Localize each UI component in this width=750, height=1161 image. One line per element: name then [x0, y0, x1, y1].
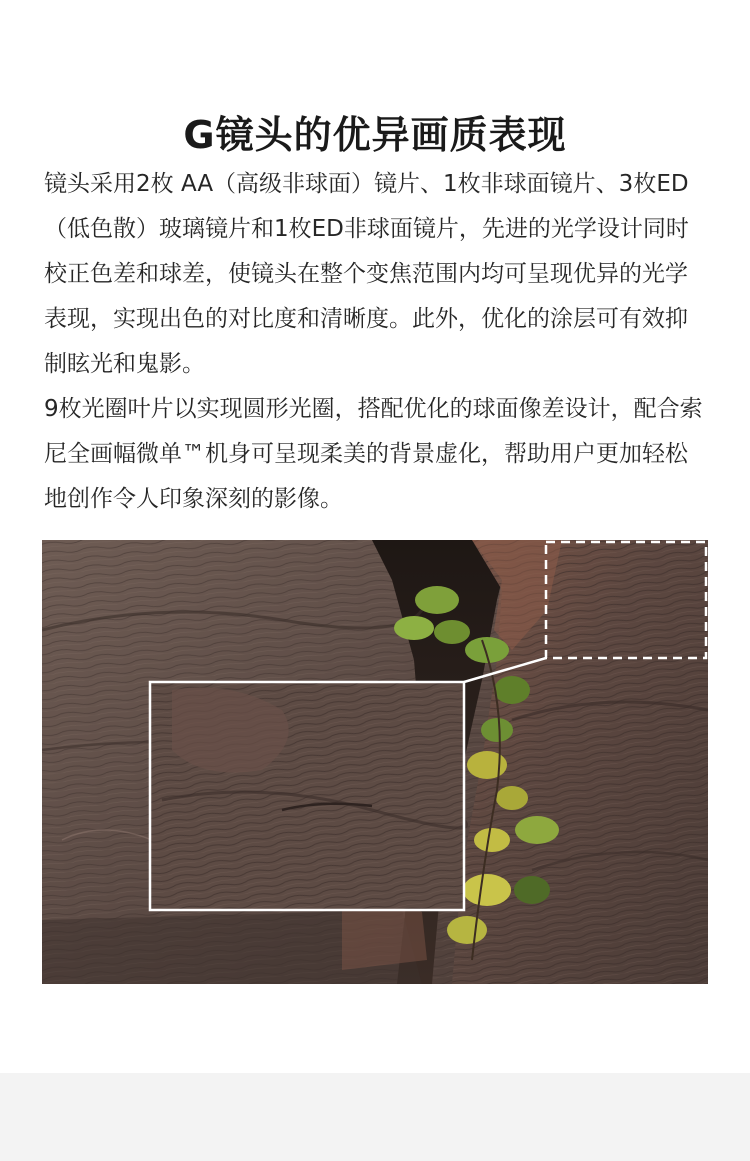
description-text	[44, 162, 710, 522]
footer-band	[0, 1073, 750, 1161]
page-title: G镜头的优异画质表现	[183, 113, 567, 158]
rock-wall-image	[42, 540, 708, 984]
sample-photo	[42, 540, 708, 984]
paragraph-optics: 镜头采用2枚 AA（高级非球面）镜片、1枚非球面镜片、3枚ED（低色散）玻璃镜片和1枚ED非球面镜片，先进的光学设计同时校正色差和球差，使镜头在整个变焦范围内均可呈现优异的光学表现，实现出色的对比度和清晰度。此外，优化的涂层可有效抑制眩光和鬼影。	[44, 171, 689, 377]
paragraph-aperture: 9枚光圈叶片以实现圆形光圈，搭配优化的球面像差设计，配合索尼全画幅微单™机身可呈现柔美的背景虚化，帮助用户更加轻松地创作令人印象深刻的影像。	[44, 396, 703, 512]
zoom-detail-inset	[150, 682, 467, 910]
